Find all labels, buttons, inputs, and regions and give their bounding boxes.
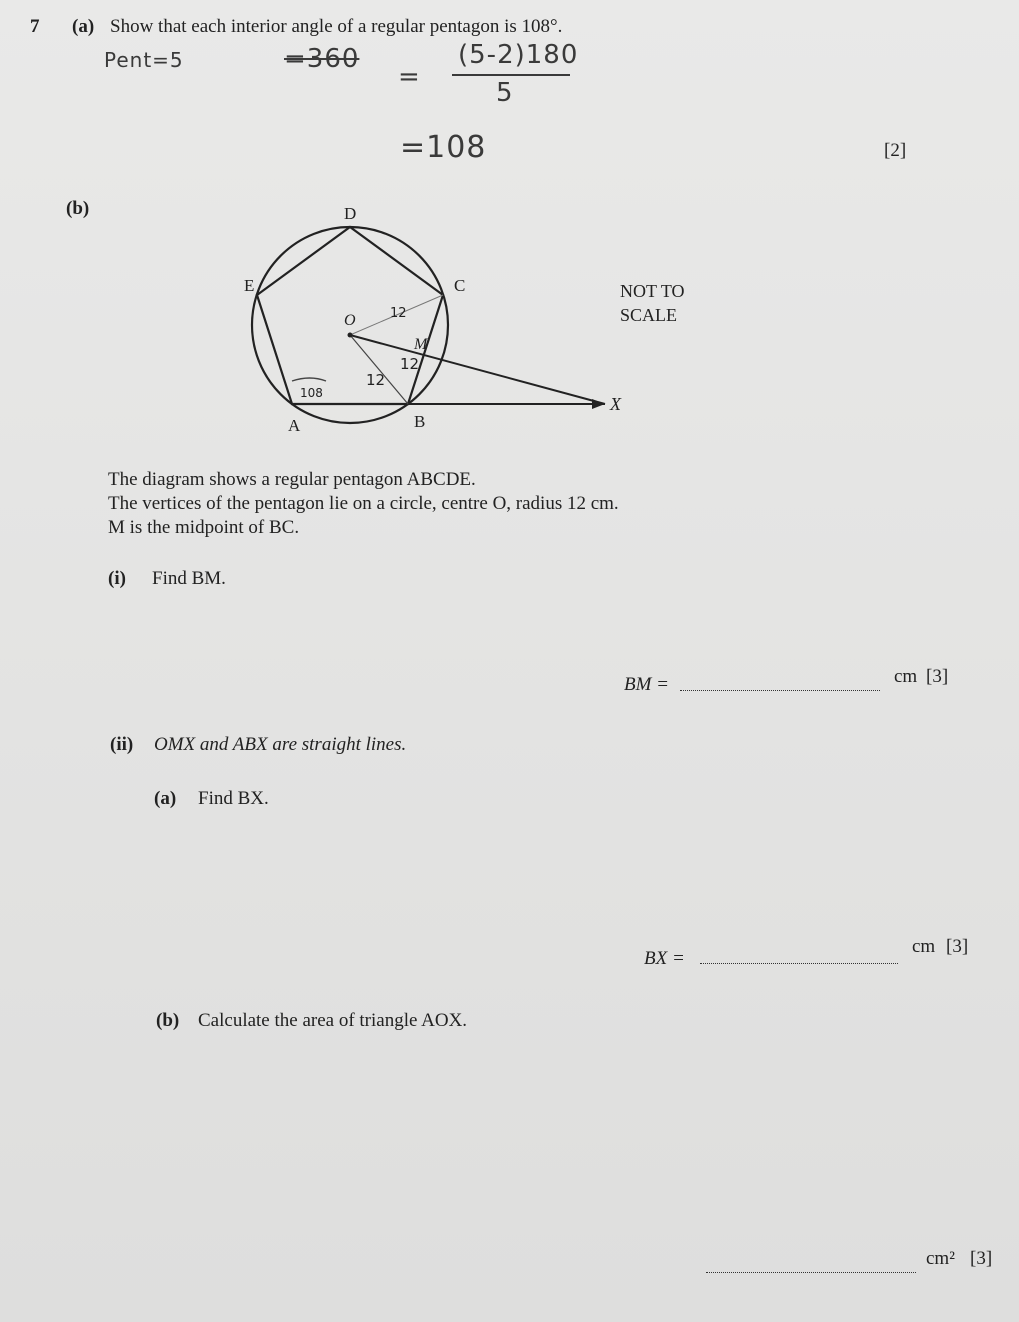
bm-marks: [3] <box>926 666 949 687</box>
label-o: O <box>344 312 356 329</box>
fraction-bar <box>452 74 570 76</box>
annotation-12-bm: 12 <box>400 355 420 373</box>
bm-answer-label: BM = <box>624 674 670 695</box>
area-unit: cm² <box>926 1248 955 1269</box>
part-ii-text: OMX and ABX are straight lines. <box>154 734 407 755</box>
centre-point <box>348 333 353 338</box>
working-numerator: (5-2)180 <box>458 40 579 70</box>
working-denominator: 5 <box>496 78 514 108</box>
label-e: E <box>244 276 255 295</box>
annotation-108: 108 <box>300 386 323 400</box>
label-a: A <box>288 416 301 435</box>
part-ii-label: (ii) <box>110 734 134 755</box>
part-ii-b-question: Calculate the area of triangle AOX. <box>198 1010 468 1031</box>
part-i-label: (i) <box>108 568 126 589</box>
bm-answer-field[interactable] <box>680 690 880 691</box>
part-ii-a-question: Find BX. <box>198 788 269 809</box>
bx-unit: cm <box>912 936 936 957</box>
label-m: M <box>414 336 428 353</box>
bm-unit: cm <box>894 666 918 687</box>
bx-answer-label: BX = <box>644 948 685 969</box>
part-a-question: Show that each interior angle of a regular pentagon is 108°. <box>110 16 563 37</box>
part-b-label: (b) <box>66 198 90 219</box>
not-to-scale-line-2: SCALE <box>620 305 678 325</box>
annotation-12-oc: 12 <box>390 306 407 321</box>
intro-line-3: M is the midpoint of BC. <box>108 517 300 538</box>
working-line-2-crossed: =360 <box>284 44 360 74</box>
bx-marks: [3] <box>946 936 969 957</box>
label-x: X <box>610 394 621 414</box>
area-answer-field[interactable] <box>706 1272 916 1273</box>
working-line-4: =108 <box>400 130 487 165</box>
annotation-12-ob: 12 <box>366 371 386 389</box>
angle-arc-a <box>292 378 326 381</box>
part-ii-b-label: (b) <box>156 1010 180 1031</box>
working-equals: = <box>398 62 421 92</box>
part-ii-a-label: (a) <box>154 788 177 809</box>
label-d: D <box>344 205 357 223</box>
label-b: B <box>414 412 426 431</box>
line-omx <box>350 335 605 404</box>
pentagon-diagram <box>200 205 720 455</box>
part-a-label: (a) <box>72 16 95 37</box>
label-c: C <box>454 276 466 295</box>
area-marks: [3] <box>970 1248 993 1269</box>
working-line-1: Pent=5 <box>104 48 184 72</box>
part-a-marks: [2] <box>884 140 907 161</box>
not-to-scale-line-1: NOT TO <box>620 281 685 301</box>
bx-answer-field[interactable] <box>700 963 898 964</box>
part-i-question: Find BM. <box>152 568 226 589</box>
question-number: 7 <box>30 16 40 37</box>
intro-line-1: The diagram shows a regular pentagon ABCDE. <box>108 469 476 490</box>
intro-line-2: The vertices of the pentagon lie on a circle, centre O, radius 12 cm. <box>108 493 619 514</box>
